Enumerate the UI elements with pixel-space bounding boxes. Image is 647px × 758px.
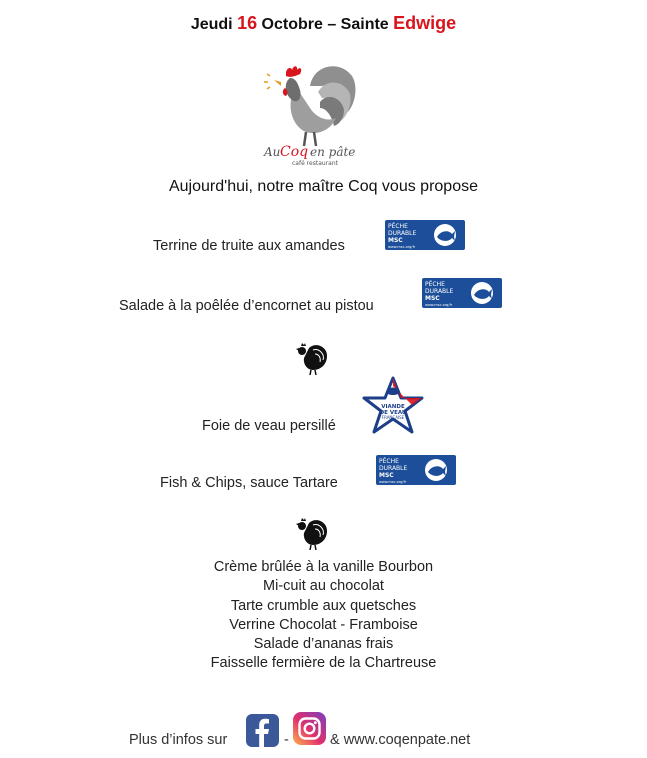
logo-subtitle: café restaurant	[292, 160, 338, 167]
page-title	[0, 13, 647, 34]
svg-text:MSC: MSC	[388, 237, 403, 244]
dessert-item: Salade d’ananas frais	[253, 636, 394, 653]
svg-text:www.msc.org/fr: www.msc.org/fr	[425, 303, 453, 307]
veau-label-icon	[362, 376, 424, 436]
footer-prefix: Plus d’infos sur	[129, 732, 228, 748]
svg-text:DURABLE: DURABLE	[388, 230, 417, 237]
title-month: Octobre – Sainte	[257, 16, 394, 33]
dessert-item: Mi-cuit au chocolat	[263, 578, 384, 595]
title-day-number: 16	[237, 13, 258, 33]
svg-text:VIANDE: VIANDE	[381, 404, 405, 410]
facebook-icon[interactable]	[246, 714, 279, 747]
svg-text:MSC: MSC	[425, 295, 440, 302]
svg-text:DURABLE: DURABLE	[425, 288, 454, 295]
msc-label-icon	[376, 455, 456, 485]
intro-text: Aujourd'hui, notre maître Coq vous propose	[168, 178, 478, 195]
svg-text:FRANÇAISE: FRANÇAISE	[381, 415, 405, 420]
svg-text:DURABLE: DURABLE	[379, 465, 408, 472]
msc-label-icon	[385, 220, 465, 250]
rooster-logo-icon	[264, 66, 355, 146]
svg-text:PÊCHE: PÊCHE	[388, 223, 408, 230]
svg-text:www.msc.org/fr: www.msc.org/fr	[388, 245, 416, 249]
restaurant-logo	[262, 56, 362, 168]
starter-item: Salade à la poêlée d’encornet au pistou	[119, 298, 374, 314]
dessert-item: Tarte crumble aux quetsches	[230, 597, 417, 614]
dessert-item: Verrine Chocolat - Framboise	[229, 616, 418, 633]
logo-text-en-pate: en pâte	[310, 145, 356, 159]
rooster-divider-icon	[295, 342, 329, 376]
svg-text:www.msc.org/fr: www.msc.org/fr	[379, 480, 407, 484]
svg-text:MSC: MSC	[379, 472, 394, 479]
dessert-item: Crème brûlée à la vanille Bourbon	[213, 559, 434, 575]
msc-label-icon	[422, 278, 502, 308]
rooster-divider-icon	[295, 517, 329, 551]
title-day-name: Jeudi	[190, 16, 238, 33]
main-item: Fish & Chips, sauce Tartare	[160, 475, 338, 491]
instagram-icon[interactable]	[293, 712, 326, 745]
footer-website[interactable]: & www.coqenpate.net	[330, 732, 471, 748]
svg-text:PÊCHE: PÊCHE	[425, 281, 445, 288]
starter-item: Terrine de truite aux amandes	[153, 238, 345, 254]
main-item: Foie de veau persillé	[202, 418, 336, 434]
footer-text	[129, 732, 227, 748]
footer-dash: -	[284, 732, 289, 748]
logo-text-coq: Coq	[280, 144, 309, 160]
title-saint: Edwige	[393, 13, 457, 33]
dessert-list	[0, 558, 647, 674]
svg-text:DE VEAU: DE VEAU	[379, 410, 407, 416]
svg-text:PÊCHE: PÊCHE	[379, 458, 399, 465]
dessert-item: Faisselle fermière de la Chartreuse	[210, 655, 437, 672]
logo-text-au: Au	[264, 145, 281, 159]
